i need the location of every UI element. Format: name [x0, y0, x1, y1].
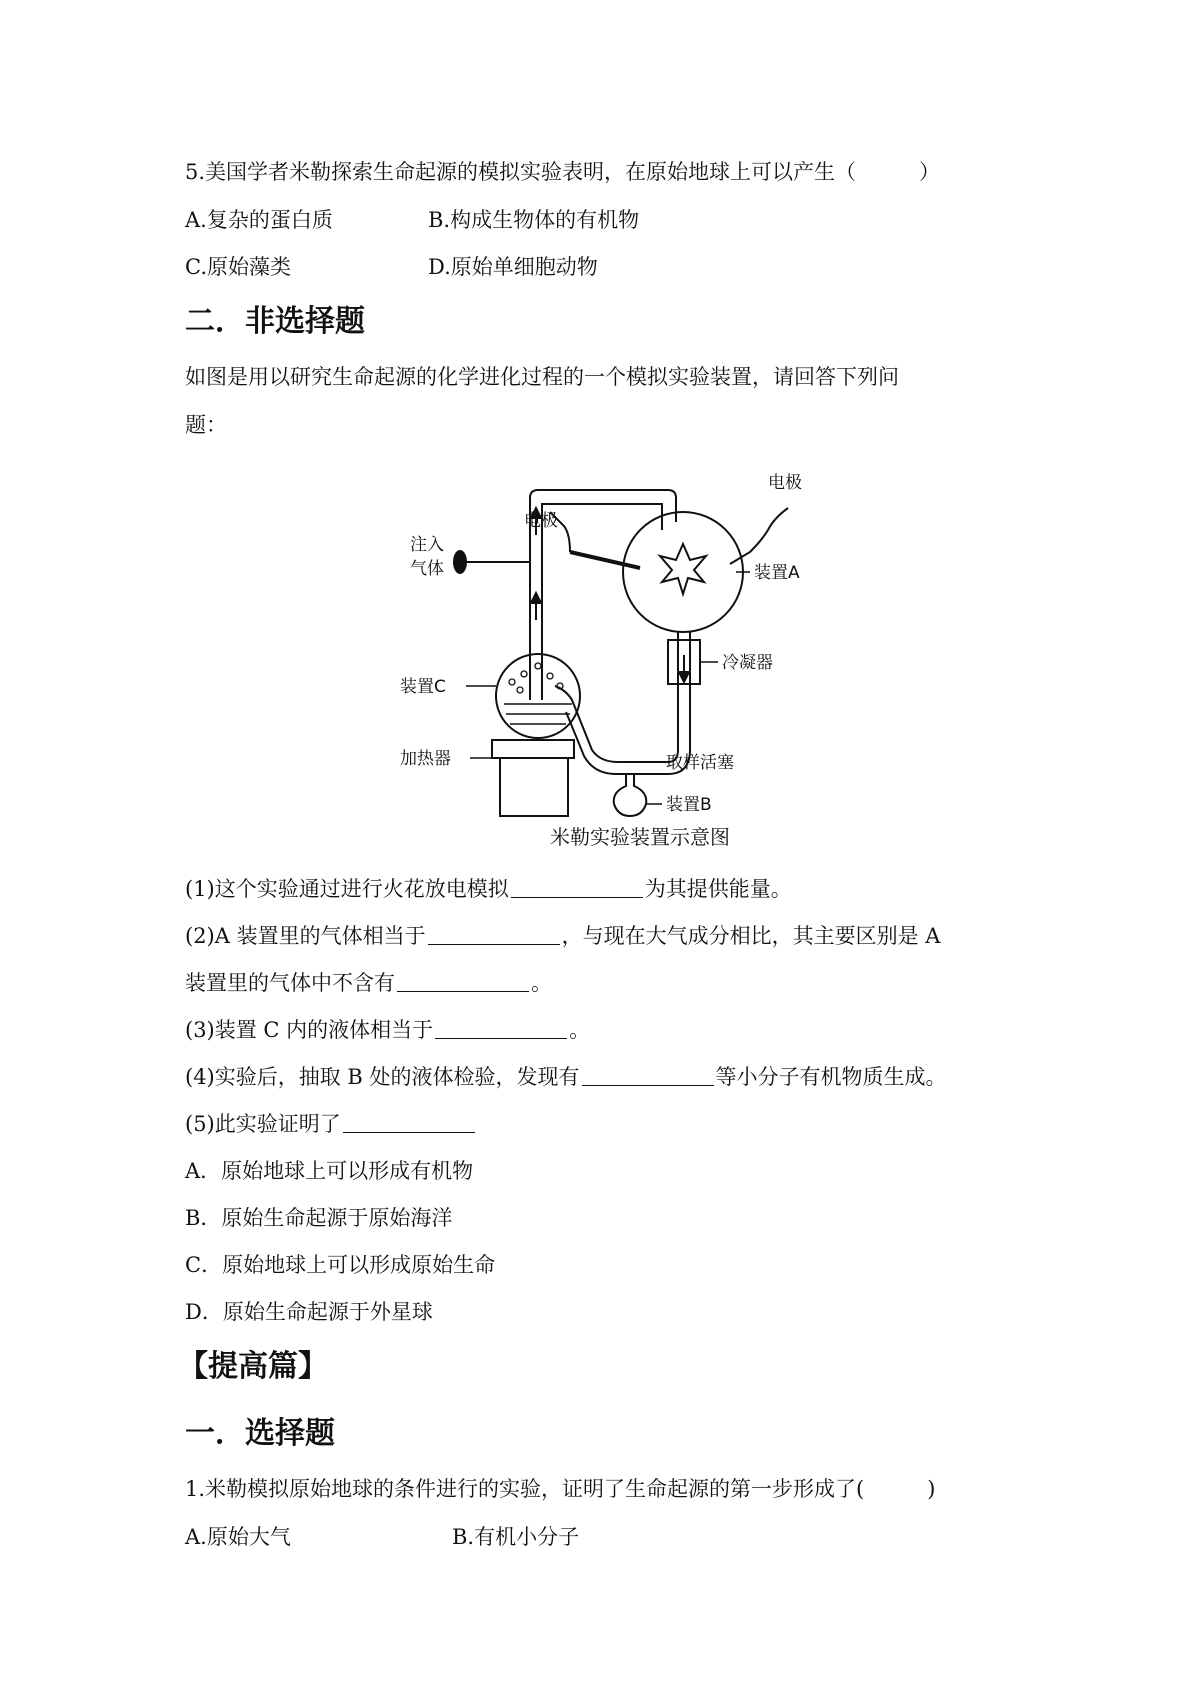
question-5-stem: 5.美国学者米勒探索生命起源的模拟实验表明，在原始地球上可以产生（ ） [185, 160, 941, 184]
option-d: D.原始单细胞动物 [428, 255, 598, 279]
advanced-option-a: A.原始大气 [185, 1525, 291, 1549]
label-device-b: 装置B [666, 795, 712, 815]
question-2-text-c: 装置里的气体中不含有 [185, 971, 395, 995]
label-inject-gas-2: 气体 [410, 559, 444, 579]
advanced-heading: 【提高篇】 [178, 1349, 328, 1384]
sub-option-c: C．原始地球上可以形成原始生命 [185, 1253, 496, 1277]
question-1 [185, 874, 792, 904]
section-heading-choice: 一．选择题 [185, 1416, 335, 1451]
answer-blank[interactable] [428, 922, 560, 945]
question-3-text-b: 。 [569, 1018, 591, 1042]
question-4-text-a: (4)实验后，抽取 B 处的液体检验，发现有 [185, 1065, 580, 1089]
answer-blank[interactable] [511, 875, 643, 898]
question-5-text-a: (5)此实验证明了 [185, 1112, 341, 1136]
sub-option-b: B．原始生命起源于原始海洋 [185, 1206, 453, 1230]
label-electrode-left: 电极 [524, 511, 558, 531]
question-2 [185, 921, 940, 951]
advanced-question-1-stem: 1.米勒模拟原始地球的条件进行的实验，证明了生命起源的第一步形成了( ) [185, 1477, 936, 1501]
question-3 [185, 1015, 590, 1045]
option-b: B.构成生物体的有机物 [428, 208, 640, 232]
option-a: A.复杂的蛋白质 [185, 208, 333, 232]
label-condenser: 冷凝器 [722, 653, 773, 673]
answer-blank[interactable] [397, 969, 529, 992]
label-inject-gas-1: 注入 [410, 535, 444, 555]
question-1-text-b: 为其提供能量。 [644, 877, 792, 901]
sub-option-a: A．原始地球上可以形成有机物 [185, 1159, 474, 1183]
question-3-text-a: (3)装置 C 内的液体相当于 [185, 1018, 434, 1042]
question-4 [185, 1062, 947, 1092]
question-2-text-a: (2)A 装置里的气体相当于 [185, 924, 426, 948]
label-device-a: 装置A [754, 563, 800, 583]
label-device-c: 装置C [400, 677, 446, 697]
figure-caption: 米勒实验装置示意图 [550, 825, 730, 849]
question-2-continued [185, 968, 552, 998]
answer-blank[interactable] [582, 1063, 714, 1086]
sub-option-d: D．原始生命起源于外星球 [185, 1300, 433, 1324]
miller-apparatus-diagram [400, 460, 820, 850]
label-sampling-valve: 取样活塞 [666, 753, 734, 773]
intro-line-1: 如图是用以研究生命起源的化学进化过程的一个模拟实验装置，请回答下列问 [185, 365, 899, 389]
question-4-text-b: 等小分子有机物质生成。 [715, 1065, 947, 1089]
question-5-sub [185, 1109, 477, 1139]
question-2-text-b: ，与现在大气成分相比，其主要区别是 A [561, 924, 941, 948]
label-heater: 加热器 [400, 749, 451, 769]
option-c: C.原始藻类 [185, 255, 291, 279]
section-heading-non-choice: 二．非选择题 [185, 304, 365, 339]
intro-line-2: 题： [185, 413, 227, 437]
advanced-option-b: B.有机小分子 [452, 1525, 580, 1549]
question-2-text-d: 。 [531, 971, 552, 995]
answer-blank[interactable] [435, 1016, 567, 1039]
label-electrode-top: 电极 [768, 473, 802, 493]
question-1-text-a: (1)这个实验通过进行火花放电模拟 [185, 877, 509, 901]
answer-blank[interactable] [343, 1110, 475, 1133]
